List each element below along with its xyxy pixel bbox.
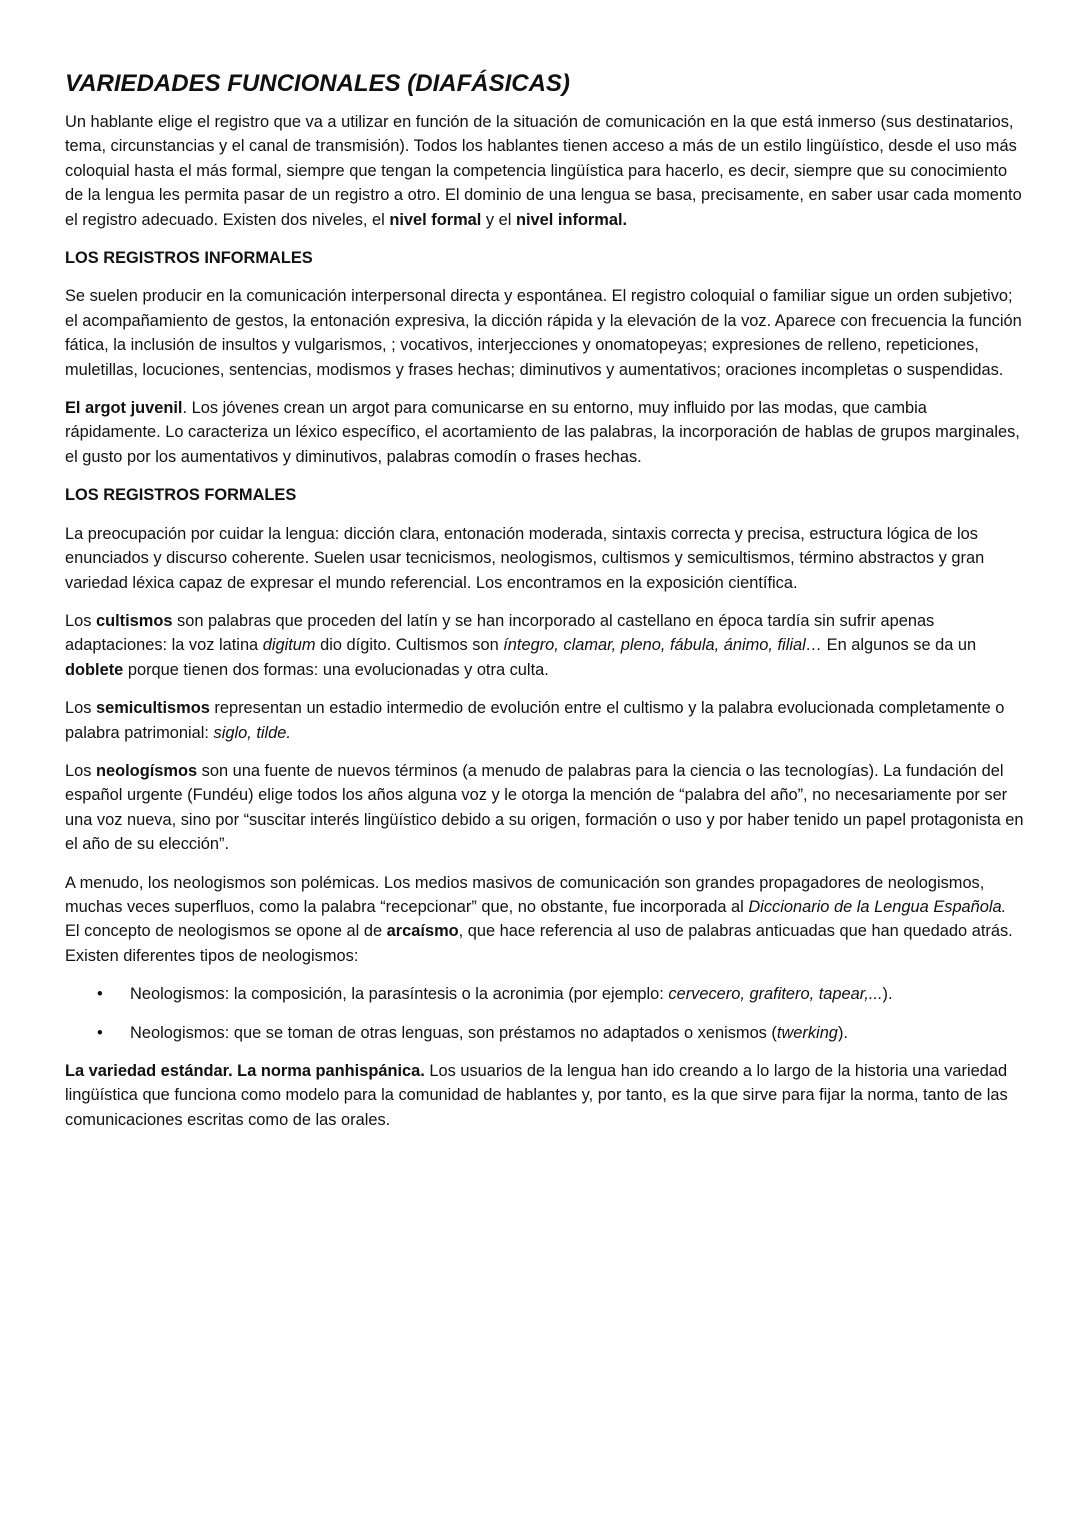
semicultismos-paragraph xyxy=(65,696,1025,745)
neo-bold-neologismos: neologísmos xyxy=(95,761,198,780)
bullet-icon: • xyxy=(97,985,103,1004)
cult-italic-examples: íntegro, clamar, pleno, fábula, ánimo, filial… xyxy=(503,636,823,655)
document-title: VARIEDADES FUNCIONALES (DIAFÁSICAS) xyxy=(65,70,570,97)
semi-bold-semicultismos: semicultismos xyxy=(95,699,210,718)
semi-text-2: representan un estadio intermedio de evolución entre el cultismo y la palabra evolucionada completamente o palabra patrimonial: xyxy=(65,699,1005,742)
cult-text-2: son palabras que proceden del latín y se han incorporado al castellano en época tardía sin sufrir apenas adaptaciones: la voz latina xyxy=(65,611,935,655)
informales-paragraph: Se suelen producir en la comunicación interpersonal directa y espontánea. El registro coloquial o familiar sigue un orden subjetivo; el acompañamiento de gestos, la entonación expresiva, la dicción rápida y la elevación de la voz. Aparece con frecuencia la función fática, la inclusión de insultos y vulgarismos, ; vocativos, interjecciones y onomatopeyas; expresiones de relleno, repeticiones, muletillas, locuciones, sentencias, modismos y frases hechas; diminutivos y aumentativos; oraciones incompletas o suspendidas. xyxy=(65,287,1022,379)
neologismos-paragraph xyxy=(65,759,1025,857)
intro-paragraph xyxy=(65,110,1025,232)
neologismos-list xyxy=(65,982,1025,1045)
neo-text-1: Los xyxy=(65,761,96,780)
bullet-text-2: ). xyxy=(882,985,893,1004)
list-item xyxy=(65,1021,1025,1045)
cult-bold-cultismos: cultismos xyxy=(95,611,173,630)
intro-text-2: y el xyxy=(481,210,516,229)
neo2-text-3: , que hace referencia al uso de palabras anticuadas que han quedado atrás. Existen diferentes tipos de neologismos: xyxy=(65,922,1013,965)
cult-text-1: Los xyxy=(65,611,96,630)
bullet-text-2: ). xyxy=(837,1023,848,1042)
neo2-italic-diccionario: Diccionario de la Lengua Española. xyxy=(748,897,1007,916)
semi-italic-examples: siglo, tilde. xyxy=(213,723,291,742)
cult-text-3: dio dígito. Cultismos son xyxy=(315,636,504,655)
estandar-text: Los usuarios de la lengua han ido creando a lo largo de la historia una variedad lingüística que funciona como modelo para la comunidad de hablantes y, por tanto, es la que sirve para fijar la norma, tanto de las comunicaciones escritas como de las orales. xyxy=(65,1062,1008,1129)
cult-text-4: En algunos se da un xyxy=(822,636,977,655)
neo-text-2: son una fuente de nuevos términos (a menudo de palabras para la ciencia o las tecnologías). La fundación del español urgente (Fundéu) elige todos los años alguna voz y le otorga la mención de “palabra del año”, no necesariamente por ser una voz nueva, sino por “suscitar interés lingüístico debido a su origen, formación o uso y por haber tenido un papel protagonista en el año de su elección”. xyxy=(65,761,1024,854)
bullet-italic: cervecero, grafitero, tapear,... xyxy=(668,985,883,1004)
intro-bold-nivel-informal: nivel informal. xyxy=(515,210,628,229)
cult-bold-doblete: doblete xyxy=(65,660,124,679)
argot-bold: El argot juvenil xyxy=(65,399,183,418)
cultismos-paragraph xyxy=(65,609,1025,682)
cult-text-5: porque tienen dos formas: una evolucionadas y otra culta. xyxy=(123,660,549,679)
intro-text-1: Un hablante elige el registro que va a utilizar en función de la situación de comunicación en la que está inmerso (sus destinatarios, tema, circunstancias y el canal de transmisión). Todos los hablantes tienen acceso a más de un estilo lingüístico, desde el uso más coloquial hasta el más formal, siempre que tengan la competencia lingüística para hacerlo, es decir, siempre que su conocimiento de la lengua les permita pasar de un registro a otro. El dominio de una lengua se basa, precisamente, en saber usar cada momento el registro adecuado. Existen dos niveles, el xyxy=(65,113,1022,229)
neo2-text-1: A menudo, los neologismos son polémicas. Los medios masivos de comunicación son grandes propagadores de neologismos, muchas veces superfluos, como la palabra “recepcionar” que, no obstante, fue incorporada al xyxy=(65,873,985,916)
heading-registros-informales: LOS REGISTROS INFORMALES xyxy=(65,249,313,268)
bullet-italic: twerking xyxy=(776,1023,838,1042)
cult-italic-digitum: digitum xyxy=(262,636,316,655)
bullet-text-1: Neologismos: que se toman de otras lenguas, son préstamos no adaptados o xenismos ( xyxy=(130,1023,777,1042)
bullet-text-1: Neologismos: la composición, la parasíntesis o la acronimia (por ejemplo: xyxy=(130,985,669,1004)
neo2-bold-arcaismo: arcaísmo xyxy=(386,922,459,941)
heading-registros-formales: LOS REGISTROS FORMALES xyxy=(65,486,297,505)
argot-paragraph xyxy=(65,396,1025,469)
bullet-icon: • xyxy=(97,1023,103,1042)
argot-text: . Los jóvenes crean un argot para comunicarse en su entorno, muy influido por las modas, que cambia rápidamente. Lo caracteriza un léxico específico, el acortamiento de las palabras, la incorporación de hablas de grupos marginales, el gusto por los aumentativos y diminutivos, palabras comodín o frases hechas. xyxy=(65,399,1020,466)
intro-bold-nivel-formal: nivel formal xyxy=(389,210,482,229)
list-item xyxy=(65,982,1025,1006)
estandar-bold: La variedad estándar. La norma panhispánica. xyxy=(65,1062,425,1080)
document-page xyxy=(65,68,1025,1146)
neologismos-polemicas-paragraph xyxy=(65,871,1025,969)
formales-paragraph: La preocupación por cuidar la lengua: dicción clara, entonación moderada, sintaxis correcta y precisa, estructura lógica de los enunciados y discurso coherente. Suelen usar tecnicismos, neologismos, cultismos y semicultismos, término abstractos y gran variedad léxica capaz de expresar el mundo referencial. Los encontramos en la exposición científica. xyxy=(65,524,985,592)
neo2-text-2: El concepto de neologismos se opone al de xyxy=(65,922,387,941)
estandar-paragraph xyxy=(65,1059,1025,1132)
semi-text-1: Los xyxy=(65,699,96,718)
